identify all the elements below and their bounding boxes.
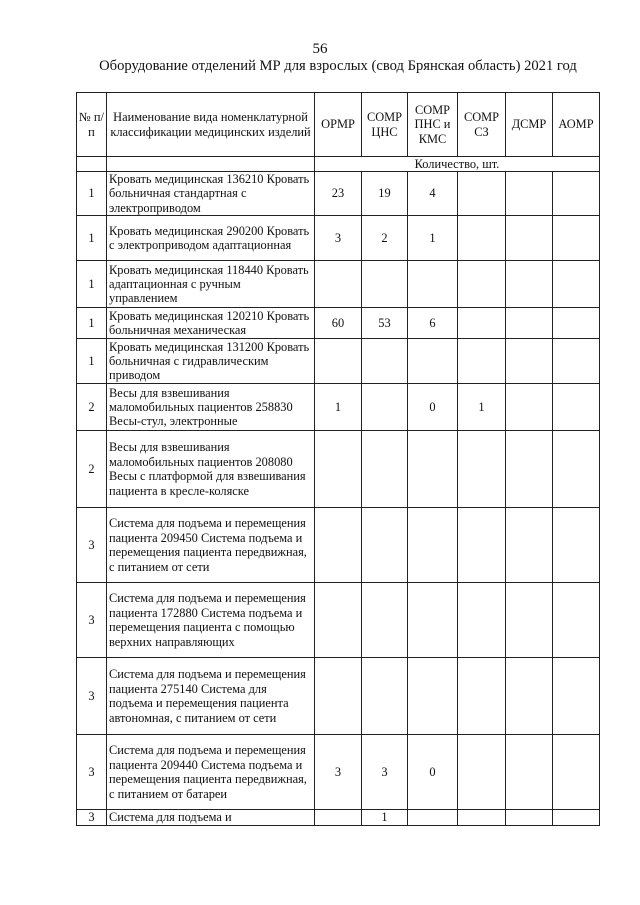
blank-cell [107, 157, 315, 172]
row-num: 2 [77, 431, 107, 508]
cell-somr-cns [362, 384, 408, 431]
row-name: Система для подъема и [107, 810, 315, 825]
cell-dsmr [506, 384, 553, 431]
row-num: 1 [77, 216, 107, 261]
cell-somr-cns: 53 [362, 308, 408, 339]
cell-somr-pns-kms: 6 [408, 308, 458, 339]
cell-somr-sz [458, 172, 506, 216]
cell-dsmr [506, 508, 553, 583]
cell-somr-pns-kms: 1 [408, 216, 458, 261]
table-row [77, 583, 600, 658]
cell-aomr [553, 658, 600, 735]
cell-dsmr [506, 261, 553, 308]
cell-somr-sz [458, 508, 506, 583]
cell-ormr [315, 431, 362, 508]
cell-somr-cns [362, 431, 408, 508]
cell-somr-sz [458, 261, 506, 308]
page-number: 56 [312, 41, 328, 57]
header-aomr: АОМР [553, 93, 600, 157]
cell-aomr [553, 172, 600, 216]
cell-somr-sz [458, 735, 506, 810]
row-name: Кровать медицинская 131200 Кровать больничная с гидравлическим приводом [107, 339, 315, 384]
cell-aomr [553, 735, 600, 810]
cell-dsmr [506, 216, 553, 261]
table-row [77, 735, 600, 810]
cell-somr-sz [458, 810, 506, 825]
cell-dsmr [506, 308, 553, 339]
row-name: Кровать медицинская 136210 Кровать больничная стандартная с электроприводом [107, 172, 315, 216]
cell-dsmr [506, 810, 553, 825]
cell-ormr [315, 810, 362, 825]
row-num: 1 [77, 261, 107, 308]
row-num: 3 [77, 735, 107, 810]
cell-dsmr [506, 583, 553, 658]
header-ormr: ОРМР [315, 93, 362, 157]
row-num: 1 [77, 339, 107, 384]
table-row [77, 339, 600, 384]
row-num: 3 [77, 583, 107, 658]
cell-aomr [553, 508, 600, 583]
cell-dsmr [506, 431, 553, 508]
cell-dsmr [506, 172, 553, 216]
cell-somr-sz: 1 [458, 384, 506, 431]
table-row [77, 508, 600, 583]
cell-somr-pns-kms: 0 [408, 384, 458, 431]
cell-ormr: 3 [315, 735, 362, 810]
cell-somr-pns-kms [408, 339, 458, 384]
table-row [77, 308, 600, 339]
cell-aomr [553, 216, 600, 261]
cell-aomr [553, 384, 600, 431]
cell-ormr: 23 [315, 172, 362, 216]
cell-somr-pns-kms [408, 810, 458, 825]
row-num: 1 [77, 172, 107, 216]
cell-somr-cns [362, 508, 408, 583]
cell-ormr [315, 583, 362, 658]
row-name: Весы для взвешивания маломобильных пациентов 208080 Весы с платформой для взвешивания пациента в кресле-коляске [107, 431, 315, 508]
cell-somr-sz [458, 431, 506, 508]
cell-somr-sz [458, 339, 506, 384]
page-title: Оборудование отделений МР для взрослых (свод Брянская область) 2021 год [99, 58, 577, 74]
cell-ormr [315, 261, 362, 308]
cell-somr-pns-kms [408, 261, 458, 308]
cell-somr-cns [362, 583, 408, 658]
cell-somr-cns: 3 [362, 735, 408, 810]
row-name: Весы для взвешивания маломобильных пациентов 258830 Весы-стул, электронные [107, 384, 315, 431]
cell-somr-sz [458, 308, 506, 339]
cell-dsmr [506, 735, 553, 810]
cell-somr-pns-kms [408, 508, 458, 583]
row-name: Кровать медицинская 120210 Кровать больничная механическая [107, 308, 315, 339]
header-somr-sz: СОМР СЗ [458, 93, 506, 157]
table-row [77, 172, 600, 216]
cell-aomr [553, 810, 600, 825]
cell-somr-pns-kms [408, 431, 458, 508]
cell-aomr [553, 583, 600, 658]
equipment-table [76, 92, 600, 826]
row-name: Кровать медицинская 290200 Кровать с электроприводом адаптационная [107, 216, 315, 261]
cell-aomr [553, 431, 600, 508]
cell-somr-sz [458, 658, 506, 735]
header-row [77, 93, 600, 157]
row-name: Система для подъема и перемещения пациента 172880 Система подъема и перемещения пациента с помощью верхних направляющих [107, 583, 315, 658]
cell-ormr: 60 [315, 308, 362, 339]
cell-aomr [553, 261, 600, 308]
cell-ormr [315, 658, 362, 735]
row-name: Система для подъема и перемещения пациента 275140 Система для подъема и перемещения пациента автономная, с питанием от сети [107, 658, 315, 735]
row-name: Система для подъема и перемещения пациента 209450 Система подъема и перемещения пациента передвижная, с питанием от сети [107, 508, 315, 583]
table-row [77, 658, 600, 735]
table-row [77, 810, 600, 825]
cell-ormr: 1 [315, 384, 362, 431]
cell-somr-sz [458, 583, 506, 658]
cell-somr-pns-kms [408, 658, 458, 735]
cell-ormr [315, 339, 362, 384]
table-row [77, 216, 600, 261]
row-num: 1 [77, 308, 107, 339]
row-name: Система для подъема и перемещения пациента 209440 Система подъема и перемещения пациента передвижная, с питанием от батареи [107, 735, 315, 810]
cell-somr-pns-kms: 4 [408, 172, 458, 216]
row-num: 3 [77, 810, 107, 825]
quantity-label: Количество, шт. [315, 157, 600, 172]
quantity-row [77, 157, 600, 172]
cell-somr-cns: 1 [362, 810, 408, 825]
header-name: Наименование вида номенклатурной классификации медицинских изделий [107, 93, 315, 157]
cell-dsmr [506, 339, 553, 384]
row-num: 2 [77, 384, 107, 431]
row-num: 3 [77, 508, 107, 583]
cell-ormr [315, 508, 362, 583]
cell-somr-pns-kms [408, 583, 458, 658]
cell-aomr [553, 339, 600, 384]
cell-somr-cns [362, 339, 408, 384]
row-num: 3 [77, 658, 107, 735]
table-row [77, 431, 600, 508]
header-somr-cns: СОМР ЦНС [362, 93, 408, 157]
cell-somr-cns: 19 [362, 172, 408, 216]
cell-ormr: 3 [315, 216, 362, 261]
table-row [77, 261, 600, 308]
cell-somr-sz [458, 216, 506, 261]
row-name: Кровать медицинская 118440 Кровать адаптационная с ручным управлением [107, 261, 315, 308]
cell-dsmr [506, 658, 553, 735]
header-somr-pns-kms: СОМР ПНС и КМС [408, 93, 458, 157]
table-row [77, 384, 600, 431]
cell-somr-cns [362, 658, 408, 735]
cell-somr-cns: 2 [362, 216, 408, 261]
cell-somr-pns-kms: 0 [408, 735, 458, 810]
cell-aomr [553, 308, 600, 339]
header-num: № п/п [77, 93, 107, 157]
blank-cell [77, 157, 107, 172]
cell-somr-cns [362, 261, 408, 308]
header-dsmr: ДСМР [506, 93, 553, 157]
